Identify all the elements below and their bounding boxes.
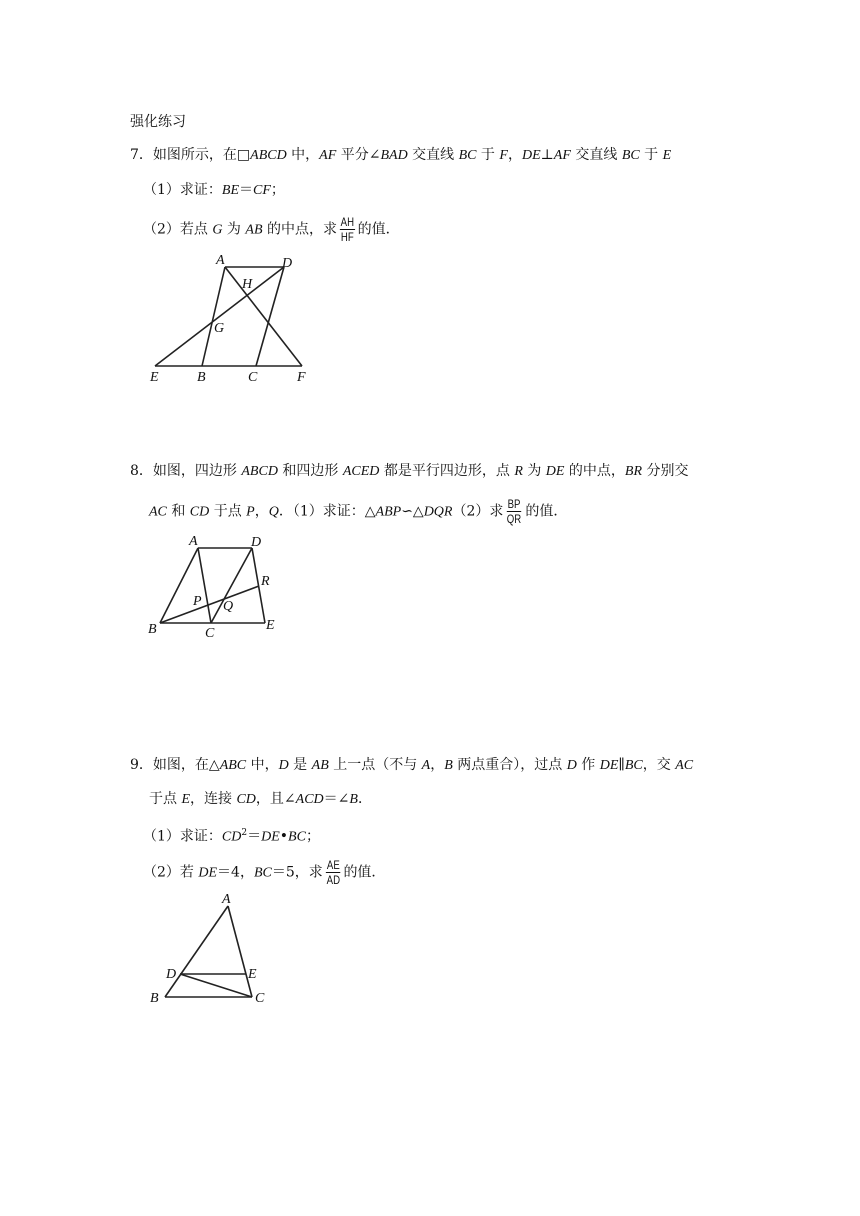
fraction-ae-ad: $\frac{AE}{AD}$ xyxy=(326,858,340,887)
label-r: R xyxy=(261,574,270,589)
segment-ab xyxy=(165,906,228,997)
problem-8-stem-line-1: 8．如图，四边形 ABCD 和四边形 ACED 都是平行四边形，点 R 为 DE 的中点，BR 分别交 xyxy=(130,463,689,479)
segment-ac xyxy=(228,906,252,997)
label-d: D xyxy=(166,967,177,982)
segment-cd xyxy=(180,974,252,997)
section-header: 强化练习 xyxy=(130,114,186,130)
fraction-ah-hf: $\frac{AH}{HF}$ xyxy=(340,215,354,244)
label-g: G xyxy=(214,321,225,336)
label-p: P xyxy=(193,594,202,609)
label-e: E xyxy=(266,618,275,633)
label-b: B xyxy=(148,622,157,637)
problem-9-number: 9． xyxy=(130,757,153,773)
problem-7-part-1: （1）求证：BE＝CF； xyxy=(143,182,285,198)
problem-9-stem-line-2: 于点 E，连接 CD，且∠ACD＝∠B． xyxy=(149,791,372,807)
problem-8-number: 8． xyxy=(130,463,153,479)
label-e: E xyxy=(248,967,257,982)
problem-8-stem-line-2: AC 和 CD 于点 P，Q．（1）求证：△ABP∽△DQR（2）求 $\frac{BP}{QR}$ 的值． xyxy=(149,497,568,526)
fraction-bp-qr: $\frac{BP}{QR}$ xyxy=(507,497,522,526)
problem-9-part-1: （1）求证：$CD^2=DE•BC$； xyxy=(143,828,320,845)
label-d: D xyxy=(251,535,262,550)
figure-9-lines xyxy=(165,906,252,997)
problem-7-stem: 7．如图所示，在□ABCD 中，AF 平分∠BAD 交直线 BC 于 F，DE⊥AF 交直线 BC 于 E xyxy=(130,147,672,163)
label-f: F xyxy=(297,370,306,385)
label-h: H xyxy=(242,277,253,292)
label-e: E xyxy=(150,370,159,385)
problem-9-part-2: （2）若 DE＝4，BC＝5，求 $\frac{AE}{AD}$ 的值． xyxy=(143,858,386,887)
label-a: A xyxy=(189,534,198,549)
label-q: Q xyxy=(223,599,234,614)
label-b: B xyxy=(197,370,206,385)
problem-9-stem-line-1: 9．如图，在△ABC 中，D 是 AB 上一点（不与 A，B 两点重合），过点 D 作 DE∥BC，交 AC xyxy=(130,757,694,773)
label-d: D xyxy=(282,256,293,271)
label-c: C xyxy=(205,626,215,641)
label-a: A xyxy=(222,892,231,907)
label-a: A xyxy=(216,253,225,268)
problem-7-number: 7． xyxy=(130,147,153,163)
parallelogram-symbol: □ xyxy=(236,147,251,163)
label-c: C xyxy=(248,370,258,385)
label-c: C xyxy=(255,991,265,1006)
label-b: B xyxy=(150,991,159,1006)
problem-7-part-2: （2）若点 G 为 AB 的中点，求 $\frac{AH}{HF}$ 的值． xyxy=(143,215,400,244)
